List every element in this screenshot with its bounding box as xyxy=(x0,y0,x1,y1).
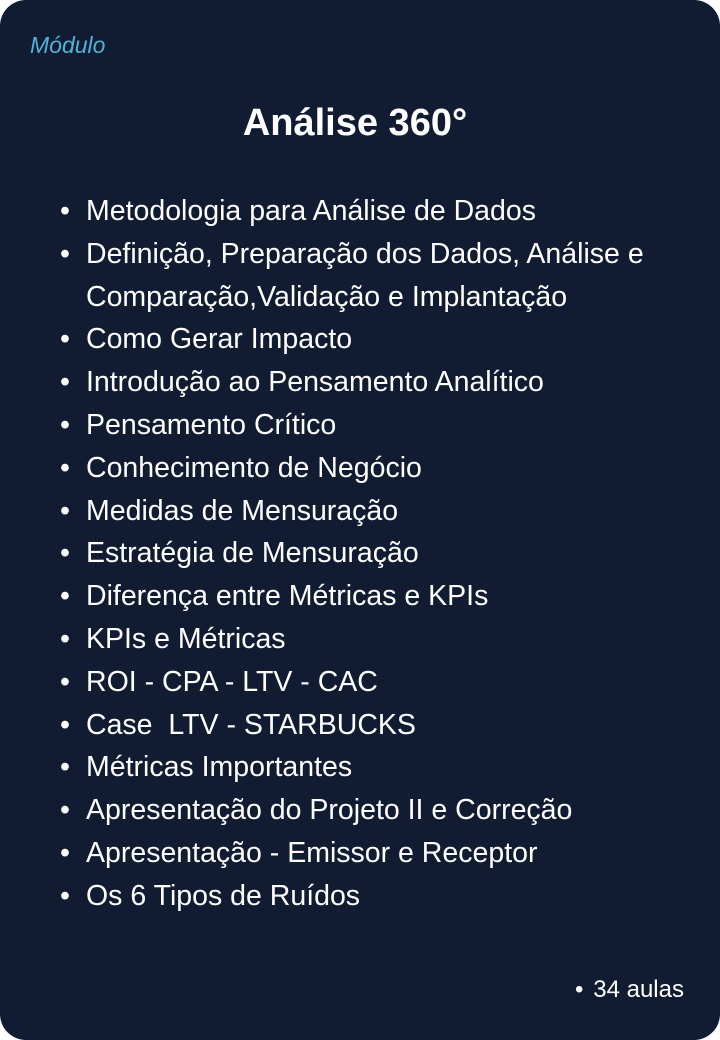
topic-label: Definição, Preparação dos Dados, Análise e Comparação,Validação e Implantação xyxy=(86,237,652,313)
topic-label: Case LTV - STARBUCKS xyxy=(86,708,416,741)
topic-label: Medidas de Mensuração xyxy=(86,494,399,527)
topic-label: Metodologia para Análise de Dados xyxy=(86,195,536,227)
topic-item xyxy=(58,532,698,575)
topic-item xyxy=(58,190,698,233)
topic-label: Os 6 Tipos de Ruídos xyxy=(86,879,361,912)
topic-item xyxy=(58,361,698,404)
bullet-icon: • xyxy=(60,794,70,827)
bullet-icon: • xyxy=(60,494,70,527)
bullet-icon: • xyxy=(60,408,70,441)
module-title: Análise 360° xyxy=(242,102,468,144)
bullet-icon: • xyxy=(60,537,70,570)
topic-label: Diferença entre Métricas e KPIs xyxy=(86,580,489,613)
topic-list xyxy=(58,190,698,918)
bullet-icon: • xyxy=(60,237,70,270)
topic-item xyxy=(58,404,698,447)
topic-item xyxy=(58,447,698,490)
topic-label: Apresentação - Emissor e Receptor xyxy=(86,836,538,869)
bullet-icon: • xyxy=(60,836,70,869)
topic-item xyxy=(58,661,698,704)
topic-label: Como Gerar Impacto xyxy=(86,323,353,356)
bullet-icon: • xyxy=(60,195,70,227)
bullet-icon: • xyxy=(60,580,70,613)
topic-label: Introdução ao Pensamento Analítico xyxy=(86,366,544,399)
topic-item xyxy=(58,233,698,319)
topic-item xyxy=(58,490,698,533)
lessons-count xyxy=(571,975,684,1005)
bullet-icon: • xyxy=(60,451,70,484)
topic-label: Estratégia de Mensuração xyxy=(86,537,419,570)
bullet-icon: • xyxy=(60,665,70,698)
topic-item xyxy=(58,789,698,832)
topic-item xyxy=(58,575,698,618)
topic-label: Conhecimento de Negócio xyxy=(86,451,422,484)
topic-label: KPIs e Métricas xyxy=(86,622,286,655)
topic-item xyxy=(58,618,698,661)
topic-label: Pensamento Crítico xyxy=(86,408,337,441)
topic-item xyxy=(58,746,698,789)
topic-item xyxy=(58,704,698,747)
bullet-icon: • xyxy=(60,323,70,356)
bullet-icon: • xyxy=(60,879,70,912)
topic-item xyxy=(58,318,698,361)
topic-item xyxy=(58,875,698,918)
bullet-icon: • xyxy=(575,976,584,1003)
bullet-icon: • xyxy=(60,622,70,655)
topic-item xyxy=(58,832,698,875)
topic-label: Apresentação do Projeto II e Correção xyxy=(86,794,573,827)
topic-label: ROI - CPA - LTV - CAC xyxy=(86,665,378,698)
module-label: Módulo xyxy=(30,32,106,58)
topic-label: Métricas Importantes xyxy=(86,751,353,784)
bullet-icon: • xyxy=(60,708,70,741)
lessons-count-label: 34 aulas xyxy=(593,976,684,1003)
bullet-icon: • xyxy=(60,366,70,399)
bullet-icon: • xyxy=(60,751,70,784)
